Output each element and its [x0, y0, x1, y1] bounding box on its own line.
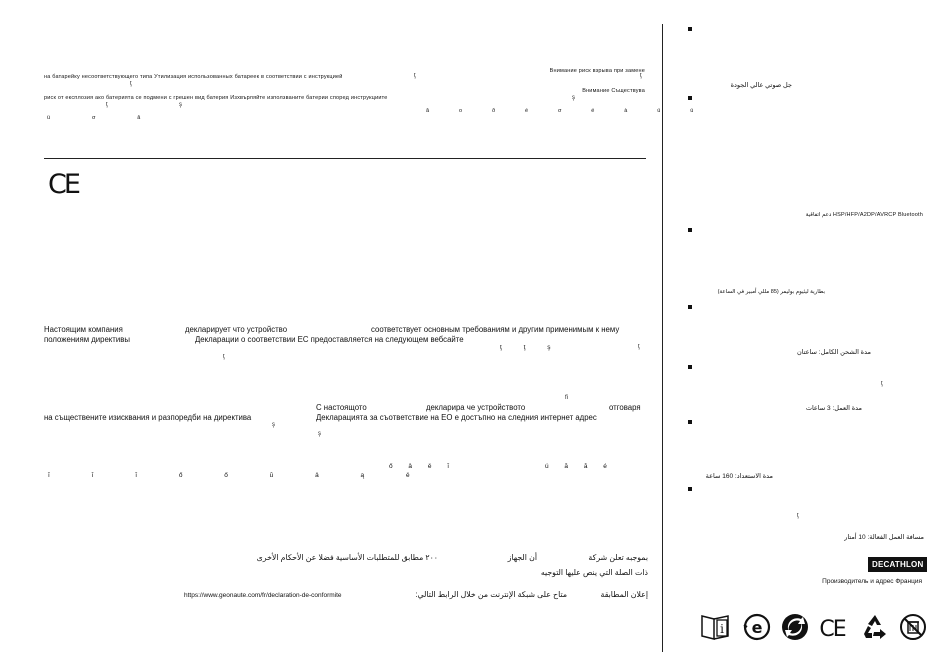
- ar-battery: بطارية ليثيوم بوليمر (85 مللي أمبير في الساعة): [717, 289, 825, 295]
- ar-standby: مدة الاستعداد: 160 ساعة: [705, 473, 773, 480]
- ar-decl-l1a: بموجبه تعلن شركة: [588, 553, 648, 562]
- stray-glyph: ţ: [414, 73, 416, 79]
- no-disposal-icon: [898, 612, 928, 642]
- ce-mark: CE: [48, 169, 78, 200]
- ar-decl-l3a: إعلان المطابقة: [600, 590, 648, 599]
- ar-quality: جل صوتي عالي الجودة: [730, 82, 792, 89]
- bg-decl-p2a: на съществените изисквания и разпоредби на директива: [44, 413, 252, 422]
- stray-glyph-row: ă o ð é σ é à ü ú: [426, 108, 694, 114]
- ru-decl-p2a: положениям директивы: [44, 335, 130, 344]
- weee-e-icon: [742, 612, 772, 642]
- manufacturer-ru: Производитель и адрес Франция: [822, 578, 922, 585]
- warning-bg-right: Внимание Съществува: [582, 88, 645, 94]
- ru-decl-p1a: Настоящим компания: [44, 325, 123, 334]
- bg-decl-p1c: отговаря: [609, 403, 641, 412]
- stray-glyph: ţ: [223, 354, 225, 360]
- ar-decl-l1b: أن الجهاز: [507, 553, 537, 562]
- bullet: [688, 420, 692, 424]
- bullet: [688, 27, 692, 31]
- warning-ru-right: Внимание риск взрыва при замене: [549, 68, 645, 74]
- svg-text:i: i: [720, 622, 724, 636]
- ce-icon: [817, 612, 847, 642]
- stray-glyph: ş: [272, 422, 275, 428]
- warning-bg-line: риск от експлозия ако батерията се подмени с грешен вид батерия Изхвърляйте използваните батерии според инструкциите: [44, 95, 388, 101]
- stray-glyph-row: ő â ě ĭ: [389, 463, 450, 470]
- stray-glyph: ş: [572, 95, 575, 101]
- ar-decl-l1c: ٢٠٠ مطابق للمتطلبات الأساسية فضلا عن الأحكام الأخرى: [256, 553, 438, 562]
- ru-decl-p1c: соответствует основным требованиям и другим применимым к нему: [371, 325, 620, 334]
- decathlon-logo: DECATHLON: [868, 557, 927, 572]
- bg-decl-p1a: С настоящото: [316, 403, 367, 412]
- ar-full-charge: مدة الشحن الكامل: ساعتان: [796, 349, 871, 356]
- ar-bluetooth: دعم اتفاقية HSP/HFP/A2DP/AVRCP Bluetooth: [805, 212, 923, 218]
- stray-glyph-row: ĭ ĭ ĭ ő ő ŭ ǎ ą ě: [48, 472, 410, 479]
- ar-decl-l3b: متاح على شبكة الإنترنت من خلال الرابط التالي:: [415, 590, 567, 599]
- recycle-icon: [860, 612, 890, 642]
- ar-range: مسافة العمل الفعالة: 10 أمتار: [844, 534, 924, 541]
- bullet: [688, 228, 692, 232]
- svg-text:CE: CE: [819, 617, 845, 642]
- warning-ru-line: на батарейку несоответствующего типа Утилизация использованных батареек в соответствии с инструкцией: [44, 74, 343, 80]
- section-rule: [44, 158, 646, 159]
- stray-glyph: ţ: [130, 81, 132, 87]
- stray-glyph: ţ: [881, 381, 883, 387]
- bullet: [688, 96, 692, 100]
- stray-glyph: ţ: [106, 102, 108, 108]
- stray-glyph: ţ: [640, 73, 642, 79]
- stray-glyph: ﬁ: [565, 395, 568, 401]
- stray-glyph: ţ: [638, 344, 640, 350]
- bg-decl-p1b: декларира че устройството: [426, 403, 526, 412]
- manual-info-icon: [700, 612, 730, 642]
- stray-glyph: ş: [318, 431, 321, 437]
- ar-work-time: مدة العمل: 3 ساعات: [805, 405, 862, 412]
- bullet: [688, 365, 692, 369]
- stray-glyph: ş: [179, 102, 182, 108]
- bullet: [688, 305, 692, 309]
- ru-decl-p1b: декларирует что устройство: [185, 325, 288, 334]
- stray-glyph-row: ţ ţ ş: [500, 344, 551, 351]
- svg-text:e: e: [751, 618, 763, 637]
- ar-decl-url[interactable]: https://www.geonaute.com/fr/declaration-de-conformite: [184, 592, 342, 599]
- ru-decl-p2b: Декларации о соответствии ЕС предоставляется на следующем вебсайте: [195, 335, 464, 344]
- stray-glyph-row: ú ă ă é: [545, 463, 607, 470]
- ar-decl-l2: ذات الصلة التي ينص عليها التوجيه: [540, 568, 648, 577]
- stray-glyph-row: ü σ â: [47, 115, 141, 121]
- green-dot-icon: [780, 612, 810, 642]
- bullet: [688, 487, 692, 491]
- stray-glyph: ţ: [797, 513, 799, 519]
- bg-decl-p2b: Декларацията за съответствие на ЕО е достъпно на следния интернет адрес: [316, 413, 597, 422]
- column-divider: [662, 24, 663, 652]
